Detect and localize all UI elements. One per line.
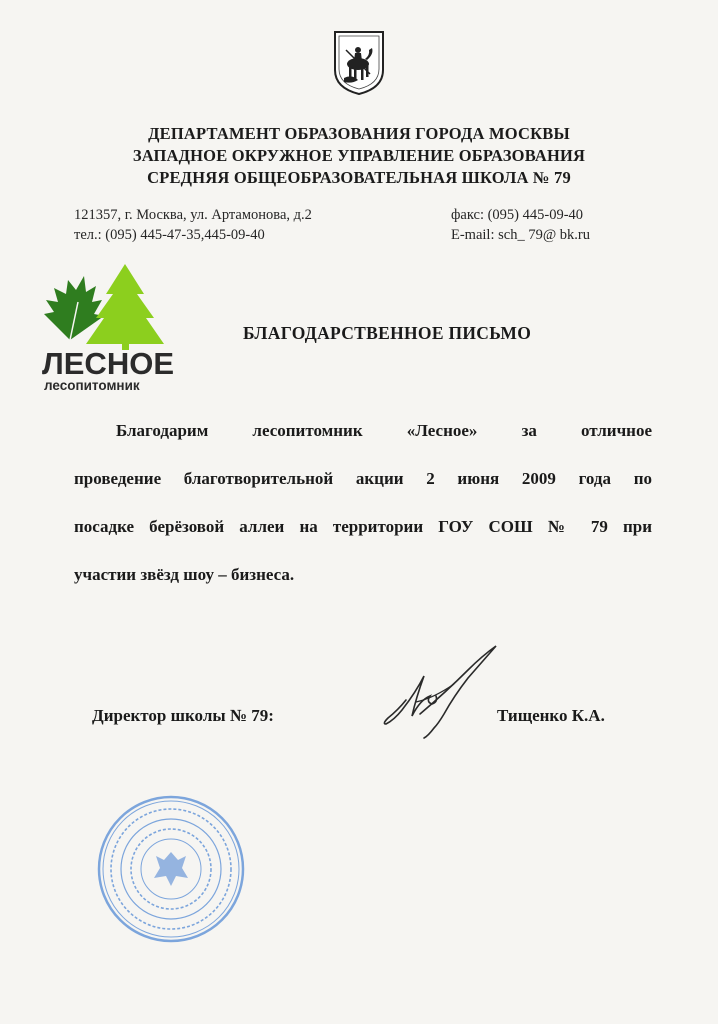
header-district: ЗАПАДНОЕ ОКРУЖНОЕ УПРАВЛЕНИЕ ОБРАЗОВАНИЯ	[132, 146, 586, 165]
phone-text: тел.: (095) 445-47-35,445-09-40	[74, 227, 265, 243]
letter-title: БЛАГОДАРСТВЕННОЕ ПИСЬМО	[243, 323, 532, 343]
moscow-coat-of-arms-icon	[332, 30, 386, 96]
header-department: ДЕПАРТАМЕНТ ОБРАЗОВАНИЯ ГОРОДА МОСКВЫ	[148, 124, 570, 143]
body-line-2: проведение благотворительной акции 2 июня 2009 года по	[74, 469, 652, 488]
tree-leaf-logo-icon	[40, 262, 175, 392]
email-text: E-mail: sch_ 79@ bk.ru	[451, 227, 590, 243]
address-text: 121357, г. Москва, ул. Артамонова, д.2	[74, 207, 312, 223]
fax-text: факс: (095) 445-09-40	[451, 207, 584, 223]
header-school: СРЕДНЯЯ ОБЩЕОБРАЗОВАТЕЛЬНАЯ ШКОЛА № 79	[147, 168, 571, 187]
logo-name: ЛЕСНОЕ	[42, 346, 174, 381]
director-name: Тищенко К.А.	[497, 706, 605, 725]
round-stamp-icon	[96, 794, 246, 944]
logo-subtitle: лесопитомник	[44, 378, 140, 392]
body-line-3: посадке берёзовой аллеи на территории ГОУ СОШ № 79 при	[74, 517, 652, 536]
body-line-1: Благодарим лесопитомник «Лесное» за отличное	[116, 421, 652, 440]
lesnoe-logo	[40, 262, 175, 392]
director-label: Директор школы № 79:	[92, 706, 274, 725]
body-line-4: участии звёзд шоу – бизнеса.	[74, 565, 295, 584]
handwritten-signature	[376, 640, 506, 740]
